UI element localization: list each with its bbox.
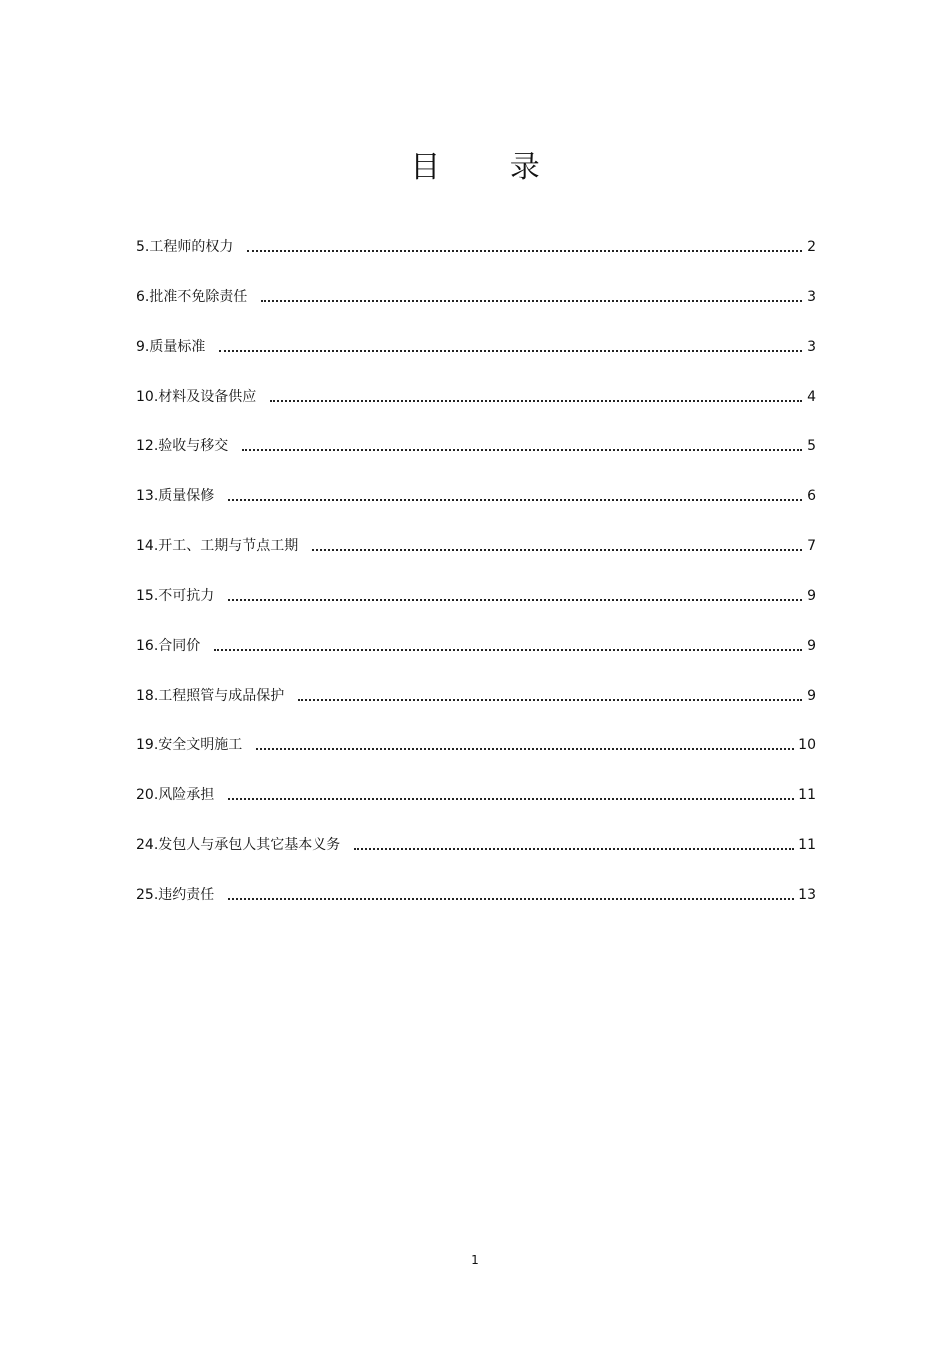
toc-dot-leader (228, 479, 802, 501)
toc-entry-label: 14.开工、工期与节点工期 (136, 538, 299, 555)
toc-entry[interactable] (136, 629, 816, 679)
toc-dot-leader (354, 828, 794, 850)
toc-dot-leader (298, 679, 802, 701)
toc-entry[interactable] (136, 380, 816, 430)
toc-entry-page: 4 (807, 388, 816, 405)
toc-entry-label: 9.质量标准 (136, 338, 206, 355)
toc-entry-label: 12.验收与移交 (136, 438, 229, 455)
toc-dot-leader (256, 728, 794, 750)
toc-entry[interactable] (136, 529, 816, 579)
toc-entry-label: 13.质量保修 (136, 488, 215, 505)
toc-entry-label: 16.合同价 (136, 637, 201, 654)
toc-entry-page: 13 (798, 886, 816, 903)
toc-entry[interactable] (136, 479, 816, 529)
toc-entry-page: 10 (798, 737, 816, 754)
toc-entry-page: 5 (807, 438, 816, 455)
toc-entry[interactable] (136, 828, 816, 878)
toc-entry[interactable] (136, 280, 816, 330)
toc-entry[interactable] (136, 778, 816, 828)
toc-entry-page: 3 (807, 338, 816, 355)
page-title: 目 录 (410, 150, 570, 185)
toc-entry[interactable] (136, 330, 816, 380)
page-number: 1 (471, 1253, 479, 1267)
toc-entry-label: 20.风险承担 (136, 787, 215, 804)
toc-dot-leader (270, 380, 802, 402)
toc-entry-page: 9 (807, 687, 816, 704)
toc-entry-page: 11 (798, 837, 816, 854)
toc-entry[interactable] (136, 679, 816, 729)
toc-entry-page: 3 (807, 288, 816, 305)
toc-dot-leader (312, 529, 802, 551)
toc-entry-page: 11 (798, 787, 816, 804)
toc-entry-label: 19.安全文明施工 (136, 737, 243, 754)
table-of-contents (136, 230, 816, 928)
toc-entry-label: 6.批准不免除责任 (136, 288, 248, 305)
toc-entry[interactable] (136, 429, 816, 479)
toc-entry-page: 2 (807, 239, 816, 255)
toc-dot-leader (228, 878, 794, 900)
toc-entry-page: 7 (807, 538, 816, 555)
toc-entry-label: 10.材料及设备供应 (136, 388, 257, 405)
toc-dot-leader (219, 330, 802, 352)
toc-entry-page: 6 (807, 488, 816, 505)
toc-entry-label: 18.工程照管与成品保护 (136, 687, 285, 704)
toc-entry[interactable] (136, 878, 816, 928)
toc-entry[interactable] (136, 579, 816, 629)
toc-dot-leader (228, 778, 794, 800)
toc-dot-leader (228, 579, 802, 601)
toc-dot-leader (261, 280, 802, 302)
toc-entry-label: 25.违约责任 (136, 886, 215, 903)
toc-entry-page: 9 (807, 637, 816, 654)
toc-entry[interactable] (136, 230, 816, 280)
toc-entry-label: 5.工程师的权力 (136, 239, 234, 255)
toc-entry-label: 15.不可抗力 (136, 587, 215, 604)
toc-entry-label: 24.发包人与承包人其它基本义务 (136, 837, 341, 854)
toc-entry-page: 9 (807, 587, 816, 604)
toc-dot-leader (214, 629, 802, 651)
toc-dot-leader (242, 429, 802, 451)
toc-entry[interactable] (136, 728, 816, 778)
toc-dot-leader (247, 230, 802, 252)
